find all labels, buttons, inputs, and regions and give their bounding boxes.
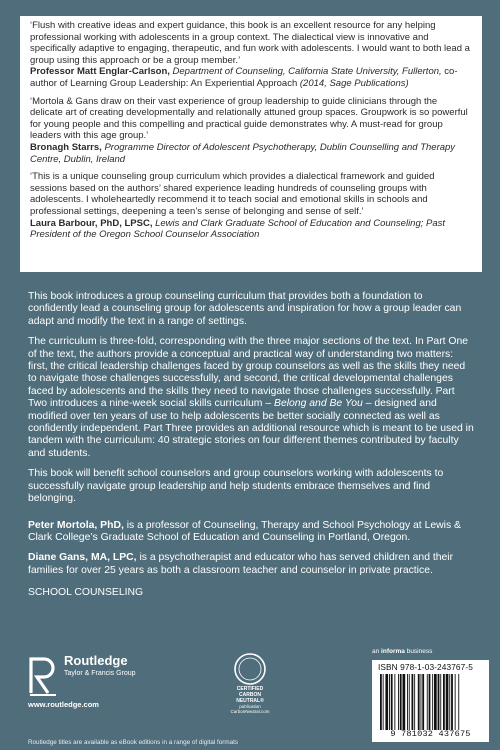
carbon-certified: CERTIFIED bbox=[236, 686, 264, 692]
endorsements-panel bbox=[20, 16, 482, 272]
publisher-group: Taylor & Francis Group bbox=[64, 670, 136, 677]
endorser-book-pub: (2014, Sage Publications) bbox=[299, 77, 409, 89]
endorser-name: Bronagh Starrs, bbox=[30, 141, 102, 153]
endorsement-text: ‘Mortola & Gans draw on their vast experience of group leadership to guide clinicians through the delicate art of creating developmentally and relationally attuned group spaces. Groupwork is so powerful for young people and this compelling and practical guide demonstrates why. A must-read for group leaders with this age group.’ bbox=[30, 95, 468, 142]
carbon-site: CarbonNeutral.com bbox=[230, 709, 270, 714]
carbon-publication: publication bbox=[239, 704, 261, 709]
author-bio-1 bbox=[28, 520, 474, 545]
publisher-url: www.routledge.com bbox=[28, 700, 99, 709]
routledge-r-icon bbox=[28, 653, 58, 697]
barcode-area bbox=[370, 648, 490, 740]
isbn: ISBN 978-1-03-243767-5 bbox=[378, 662, 473, 672]
author-name: Diane Gans, MA, LPC, bbox=[28, 552, 137, 564]
endorser-book: of Learning Group Leadership: An Experiential Approach bbox=[59, 77, 298, 89]
author-bio-2 bbox=[28, 552, 474, 577]
endorsement-1 bbox=[30, 20, 472, 90]
author-bio-text: is a professor of Counseling, Therapy and School Psychology at Lewis & Clark College’s Graduate School of Education and Counseling in Portland, Oregon. bbox=[28, 519, 461, 543]
carbon-neutral-badge-icon bbox=[230, 652, 270, 686]
informa-line: an informa business bbox=[372, 648, 433, 655]
publisher-logo bbox=[28, 651, 168, 711]
endorser-role: Programme Director of Adolescent Psychotherapy, Dublin Counselling and Therapy Centre, Dublin, Ireland bbox=[30, 141, 456, 165]
description-paragraph-3: This book will benefit school counselors and group counselors working with adolescents to successfully navigate group leadership and help students embrace themselves and find belonging. bbox=[28, 468, 444, 505]
ebook-note: Routledge titles are available as eBook editions in a range of digital formats bbox=[28, 739, 239, 746]
endorsement-2 bbox=[30, 96, 472, 166]
endorser-name: Laura Barbour, PhD, LPSC, bbox=[30, 217, 153, 229]
endorser-role-plain: co-author bbox=[30, 66, 458, 89]
description-paragraph-2: The curriculum is three-fold, corresponding with the three major sections of the text. In Part One of the text, the authors provide a conceptual and practical way of understanding two matters: first, the critical leadership challenges faced by group counselors as well as the skills they need to navigate those challenges successfully, and second, the critical developmental challenges faced by adolescents and the skills they need to navigate those challenges successfully. Part Two introduces a nine-week social skills curriculum – Belong and Be You – designed and modified over ten years of use to help adolescents be better socially connected as well as confidently independent. Part Three provides an additional resource which is meant to be used in tandem with the curriculum: 40 strategic stories on four different themes contributed by faculty and students. bbox=[28, 336, 474, 459]
endorser-name: Professor Matt Englar-Carlson, bbox=[30, 66, 170, 78]
subject-category: SCHOOL COUNSELING bbox=[28, 587, 144, 599]
endorser-role: Department of Counseling, California State University, Fullerton, bbox=[172, 66, 442, 78]
endorser-role: Lewis and Clark Graduate School of Education and Counseling; Past President of the Oregon School Counselor Association bbox=[30, 217, 446, 241]
description bbox=[28, 291, 474, 600]
barcode-digits: 9 781032 437675 bbox=[390, 729, 471, 739]
curriculum-title: Belong and Be You bbox=[274, 398, 363, 410]
author-name: Peter Mortola, PhD, bbox=[28, 519, 124, 531]
endorsement-text: ‘Flush with creative ideas and expert guidance, this book is an excellent resource for any helping professional working with adolescents in a group context. The dialectical view is innovative and specifically adaptive to engaging, therapeutic, and fun work with adolescents. I would want to both lead a group using this approach or be a group member.’ bbox=[30, 20, 470, 66]
carbon-neutral-badge bbox=[228, 652, 272, 712]
carbon-neutral-label: CARBON NEUTRAL® bbox=[236, 692, 264, 704]
description-paragraph-1: This book introduces a group counseling curriculum that provides both a foundation to confidently lead a counseling group for adolescents and inspiration for how a group leader can adapt and modify the text in a range of settings. bbox=[28, 291, 462, 327]
informa-brand: informa bbox=[381, 648, 405, 655]
endorsement-text: ‘This is a unique counseling group curriculum which provides a dialectical framework and guided sessions based on the authors’ shared experience leading hundreds of counseling groups with adolescents. I wholeheartedly recommend it to teach social and emotional skills in schools and professional settings, deepening a teen’s sense of belonging and sense of self.’ bbox=[30, 171, 435, 217]
author-bio-text: is a psychotherapist and educator who has served children and their families for over 25 years as both a classroom teacher and counselor in private practice. bbox=[28, 552, 454, 576]
barcode-icon bbox=[380, 674, 482, 730]
author-bios bbox=[28, 520, 474, 578]
barcode-panel bbox=[372, 660, 489, 742]
endorsement-3 bbox=[30, 171, 472, 241]
publisher-name: Routledge bbox=[64, 653, 128, 668]
